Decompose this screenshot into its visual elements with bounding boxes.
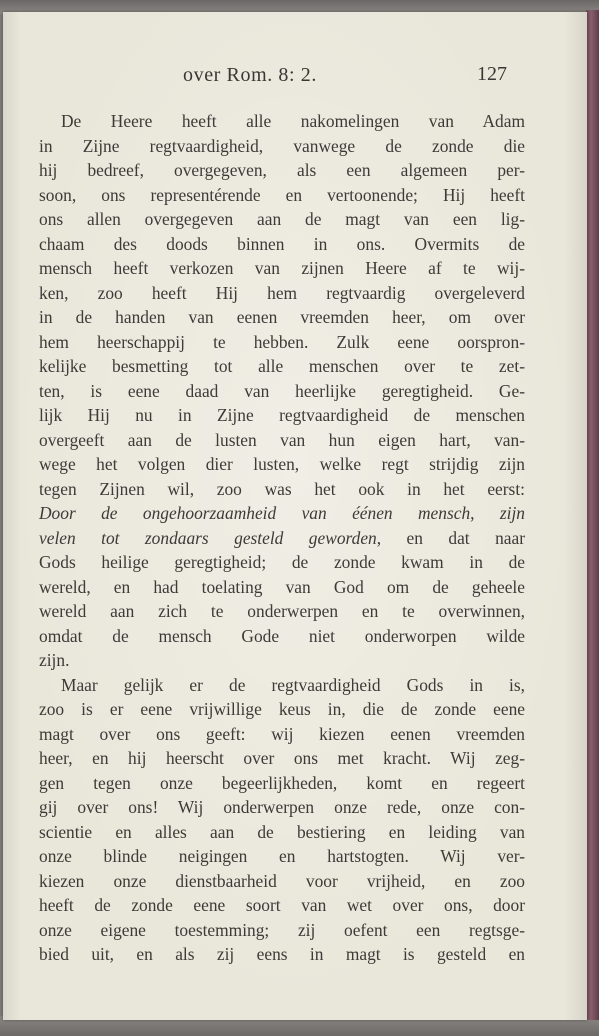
- text-line: chaam des doods binnen in ons. Overmits de: [39, 233, 525, 254]
- text-line: ons allen overgegeven aan de magt van een lig-: [39, 209, 525, 229]
- text-line: [39, 526, 525, 551]
- text-line: kelijke besmetting tot alle menschen over te zet-: [39, 356, 525, 376]
- text-line: hem heerschappij te hebben. Zulk eene oorspron-: [39, 331, 525, 352]
- body-text: [39, 109, 525, 967]
- text-line: onze eigene toestemming; zij oefent een regtsge-: [39, 919, 525, 940]
- text-line: Maar gelijk er de regtvaardigheid Gods in is,: [61, 674, 525, 695]
- text-line: scientie en alles aan de bestiering en leiding van: [39, 821, 525, 842]
- text-line: gij over ons! Wij onderwerpen onze rede, onze con-: [39, 797, 525, 817]
- text-line: hij bedreef, overgegeven, als een algemeen per-: [39, 160, 525, 180]
- text-line: onze blinde neigingen en hartstogten. Wij ver-: [39, 846, 525, 866]
- text-line: wege het volgen dier lusten, welke regt strijdig zijn: [39, 454, 525, 474]
- text-line: kiezen onze dienstbaarheid voor vrijheid, en zoo: [39, 870, 525, 891]
- text-line: in Zijne regtvaardigheid, vanwege de zonde die: [39, 135, 525, 156]
- text-line: Gods heilige geregtigheid; de zonde kwam in de: [39, 552, 525, 572]
- book-cover-edge: [586, 10, 599, 1020]
- running-head: over Rom. 8: 2.: [183, 64, 317, 86]
- text-line: zijn.: [39, 650, 70, 670]
- text-line: ken, zoo heeft Hij hem regtvaardig overgeleverd: [39, 282, 525, 303]
- text-line: gen tegen onze begeerlijkheden, komt en regeert: [39, 772, 525, 793]
- text-line: heer, en hij heerscht over ons met kracht. Wij zeg-: [39, 748, 525, 768]
- italic-quote: velen tot zondaars gesteld geworden: [39, 527, 377, 548]
- text-line: in de handen van eenen vreemden heer, om over: [39, 307, 525, 327]
- text-line: soon, ons representérende en vertoonende; Hij heeft: [39, 184, 525, 205]
- text-line: [39, 501, 525, 526]
- text-line: overgeeft aan de lusten van hun eigen hart, van-: [39, 429, 525, 450]
- text-line: mensch heeft verkozen van zijnen Heere af te wij-: [39, 258, 525, 278]
- text-line: De Heere heeft alle nakomelingen van Adam: [61, 111, 525, 131]
- text-line: magt over ons geeft: wij kiezen eenen vreemden: [39, 723, 525, 744]
- text-line: lijk Hij nu in Zijne regtvaardigheid de menschen: [39, 405, 525, 425]
- text-line: zoo is er eene vrijwillige keus in, die de zonde eene: [39, 699, 525, 719]
- text-line: tegen Zijnen wil, zoo was het ook in het eerst:: [39, 478, 525, 499]
- text-line: wereld aan zich te onderwerpen en te overwinnen,: [39, 601, 525, 621]
- text-fragment: , en dat naar: [376, 527, 525, 548]
- page-number: 127: [477, 63, 507, 85]
- italic-quote: Door de ongehoorzaamheid van éénen mensch, zijn: [39, 503, 525, 523]
- text-line: ten, is eene daad van heerlijke geregtigheid. Ge-: [39, 380, 525, 401]
- text-line: wereld, en had toelating van God om de geheele: [39, 576, 525, 597]
- text-line: omdat de mensch Gode niet onderworpen wilde: [39, 625, 525, 646]
- book-page: [3, 12, 587, 1020]
- text-line: heeft de zonde eene soort van wet over ons, door: [39, 895, 525, 915]
- text-line: bied uit, en als zij eens in magt is gesteld en: [39, 944, 525, 964]
